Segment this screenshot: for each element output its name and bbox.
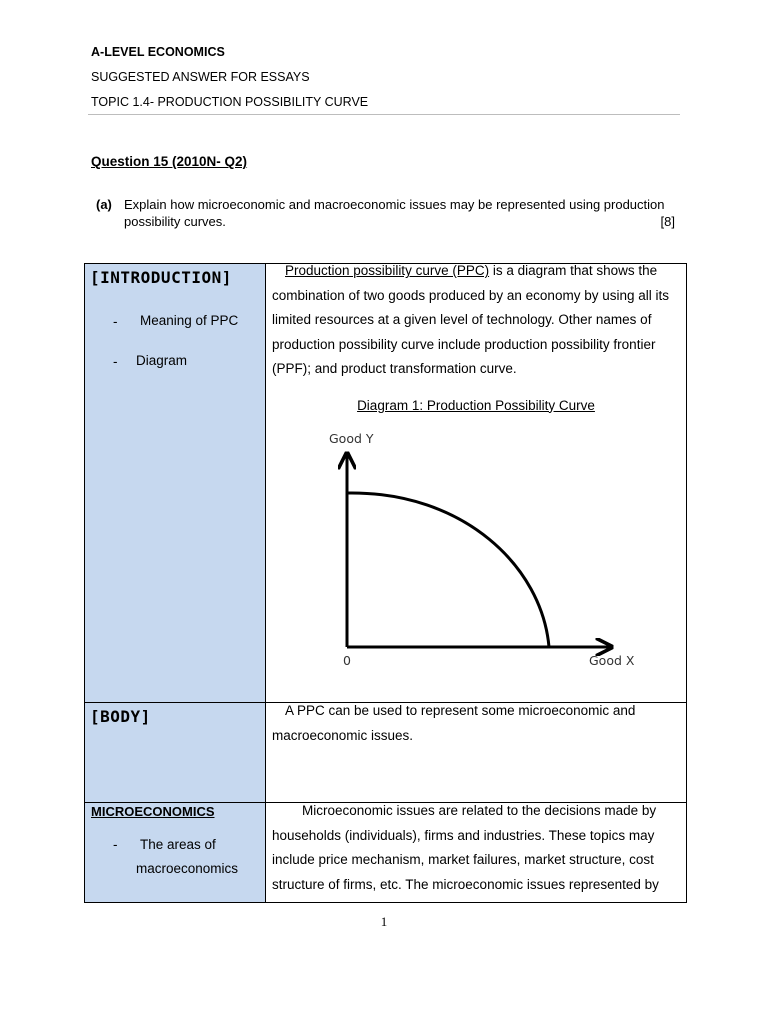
- micro-content-cell: [266, 803, 687, 903]
- intro-heading: [INTRODUCTION]: [90, 268, 232, 287]
- micro-paragraph: Microeconomic issues are related to the decisions made by households (individuals), firms and industries. These topics may include price mechanism, market failures, market structure, cost structure of firms, etc. The microeconomic issues represented by: [272, 803, 659, 892]
- micro-outline-cell: [85, 803, 266, 903]
- table-row-introduction: [85, 264, 687, 703]
- question-marks: [8]: [660, 214, 675, 229]
- bullet-dash: -: [113, 314, 118, 329]
- header-doc-type: SUGGESTED ANSWER FOR ESSAYS: [91, 70, 310, 84]
- list-item: [85, 833, 265, 881]
- x-axis-label: Good X: [589, 652, 635, 667]
- ppc-diagram: [324, 427, 664, 667]
- ppc-curve: [347, 492, 549, 646]
- body-paragraph: A PPC can be used to represent some microeconomic and macroeconomic issues.: [272, 703, 636, 743]
- intro-bullet-meaning: Meaning of PPC: [140, 313, 239, 328]
- body-heading: [BODY]: [90, 707, 151, 726]
- y-axis-label: Good Y: [329, 430, 374, 446]
- header-divider: [88, 114, 680, 115]
- micro-bullet-line2: macroeconomics: [136, 861, 239, 876]
- header-topic: TOPIC 1.4- PRODUCTION POSSIBILITY CURVE: [91, 95, 369, 109]
- intro-paragraph: [272, 259, 680, 382]
- page-number: 1: [380, 914, 388, 929]
- origin-label: 0: [343, 652, 351, 667]
- question-part-label: (a): [96, 197, 112, 212]
- micro-bullet-line1: The areas of: [140, 837, 216, 852]
- table-row-body: [85, 703, 687, 803]
- intro-outline-cell: [85, 264, 266, 703]
- intro-paragraph-text: is a diagram that shows the combination of two goods produced by an economy by using all its limited resources at a given level of technology. Other names of production possibility curve include production possibility frontier (PPF); and product transformation curve.: [272, 263, 669, 376]
- table-row-microeconomics: [85, 803, 687, 903]
- body-content-cell: [266, 703, 687, 803]
- essay-table: [84, 263, 687, 903]
- intro-content-cell: [266, 264, 687, 703]
- bullet-dash: -: [113, 837, 118, 852]
- question-part-text: Explain how microeconomic and macroeconomic issues may be represented using production possibility curves.: [124, 197, 665, 229]
- diagram-caption: Diagram 1: Production Possibility Curve: [357, 397, 595, 413]
- intro-bullet-diagram: Diagram: [136, 353, 188, 368]
- list-item: [85, 349, 265, 373]
- ppc-term: Production possibility curve (PPC): [285, 263, 490, 278]
- bullet-dash: -: [113, 354, 118, 369]
- list-item: [85, 309, 265, 333]
- header-subject: A-LEVEL ECONOMICS: [91, 45, 225, 59]
- question-title: Question 15 (2010N- Q2): [91, 154, 248, 169]
- body-outline-cell: [85, 703, 266, 803]
- micro-heading: MICROECONOMICS: [91, 804, 215, 819]
